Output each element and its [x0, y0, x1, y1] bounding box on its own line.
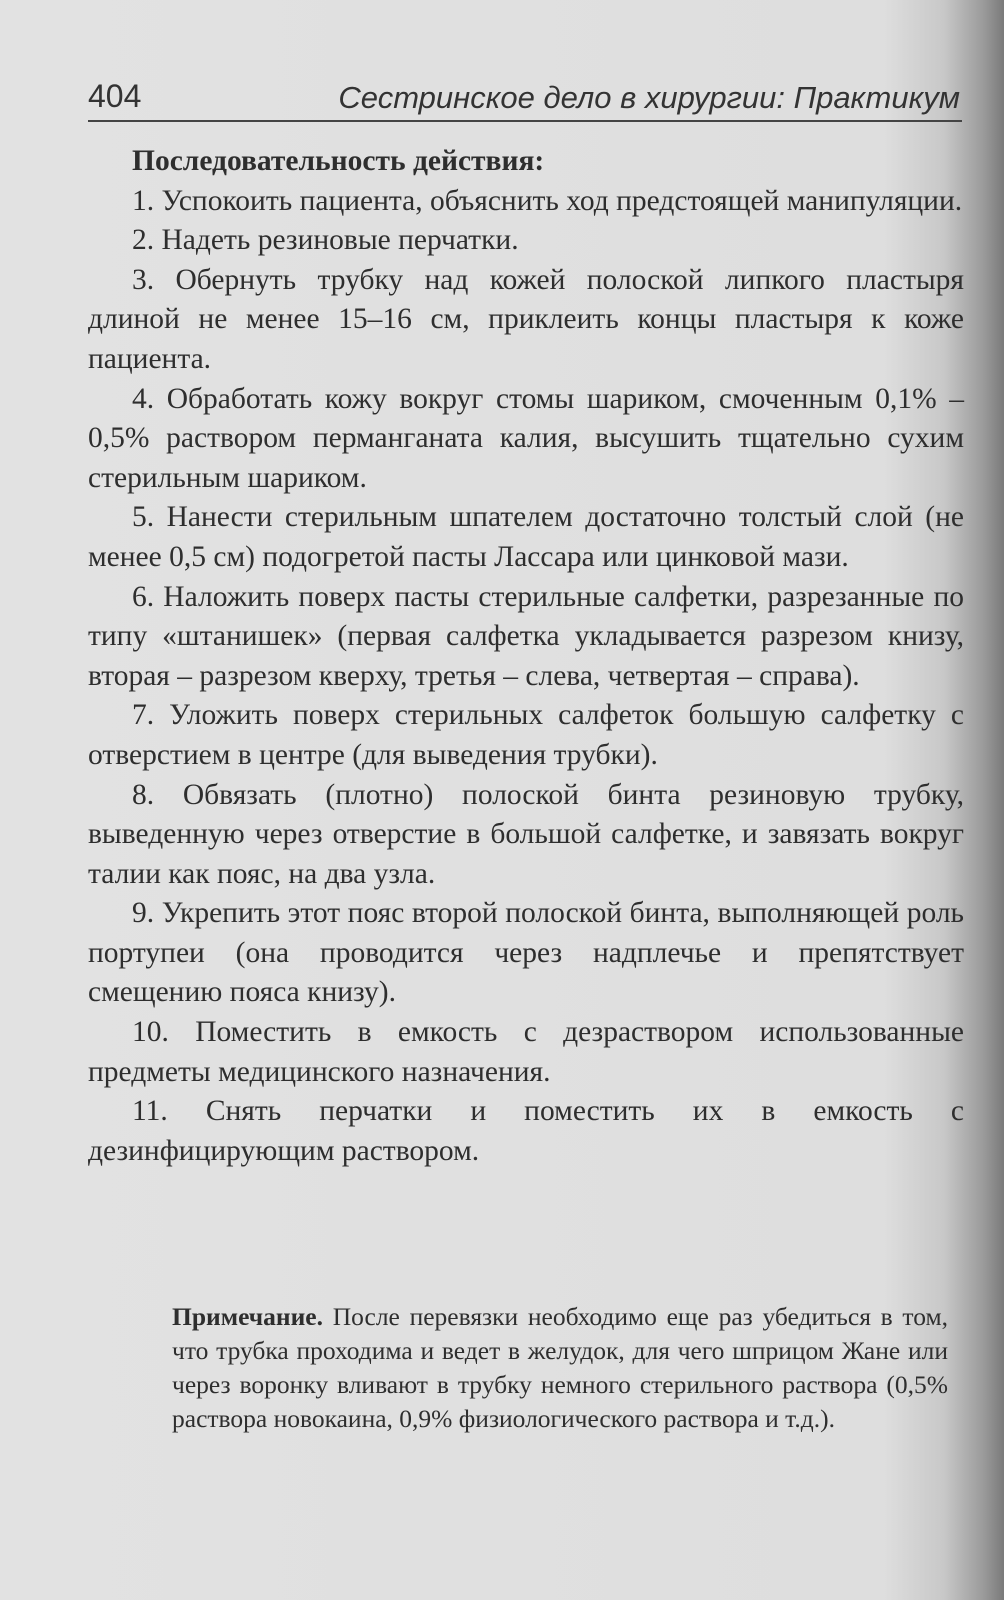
step-6: 6. Наложить поверх пасты стерильные салфетки, разрезанные по типу «штанишек» (первая салфетка укладывается разрезом книзу, вторая – разрезом кверху, третья – слева, четвертая – справа). — [88, 580, 964, 692]
step-3: 3. Обернуть трубку над кожей полоской липкого пластыря длиной не менее 15–16 см, приклеить концы пластыря к коже пациента. — [88, 263, 964, 375]
step-11: 11. Снять перчатки и поместить их в емкость с дезинфицирующим раствором. — [88, 1095, 964, 1167]
running-title: Сестринское дело в хирургии: Практикум — [338, 80, 960, 115]
note-text: После перевязки необходимо еще раз убедиться в том, что трубка проходима и ведет в желудок, для чего шприцом Жане или через воронку вливают в трубку немного стерильного раствора (0,5% раствора новокаина, 0,9% физиологического раствора и т.д.). — [172, 1302, 948, 1433]
main-text — [88, 142, 964, 1171]
note-block — [172, 1300, 948, 1436]
note-label: Примечание. — [172, 1302, 323, 1331]
step-8: 8. Обвязать (плотно) полоской бинта резиновую трубку, выведенную через отверстие в большой салфетке, и завязать вокруг талии как пояс, на два узла. — [88, 778, 964, 890]
step-2: 2. Надеть резиновые перчатки. — [132, 224, 519, 257]
step-1: 1. Успокоить пациента, объяснить ход предстоящей манипуляции. — [132, 184, 963, 217]
step-4: 4. Обработать кожу вокруг стомы шариком, смоченным 0,1% – 0,5% раствором перманганата калия, высушить тщательно сухим стерильным шариком. — [88, 382, 964, 494]
step-7: 7. Уложить поверх стерильных салфеток большую салфетку с отверстием в центре (для выведения трубки). — [88, 699, 964, 771]
header-divider — [88, 120, 962, 122]
step-10: 10. Поместить в емкость с дезраствором использованные предметы медицинского назначения. — [88, 1016, 964, 1088]
step-5: 5. Нанести стерильным шпателем достаточно толстый слой (не менее 0,5 см) подогретой пасты Лассара или цинковой мази. — [88, 501, 964, 573]
page-header — [88, 72, 960, 120]
section-heading: Последовательность действия: — [132, 145, 545, 177]
page-number: 404 — [88, 78, 142, 114]
step-9: 9. Укрепить этот пояс второй полоской бинта, выполняющей роль портупеи (она проводится через надплечье и препятствует смещению пояса книзу). — [88, 897, 964, 1009]
